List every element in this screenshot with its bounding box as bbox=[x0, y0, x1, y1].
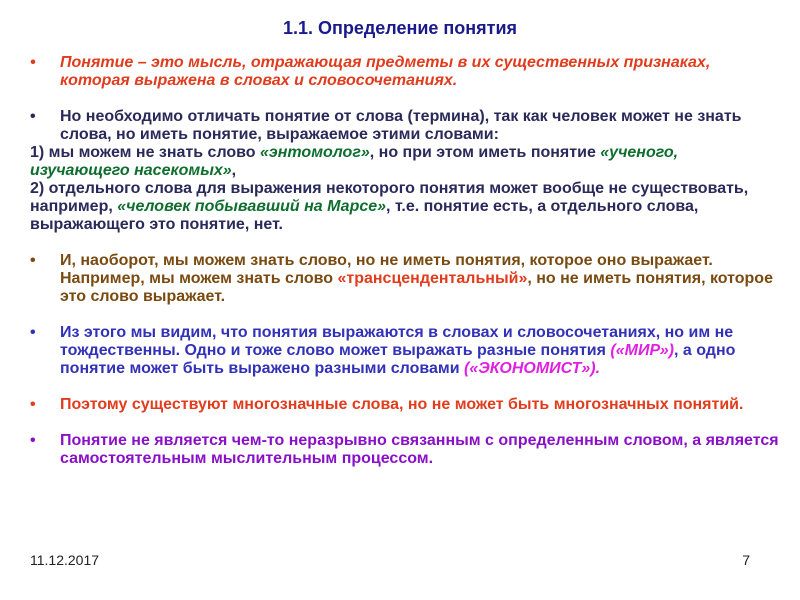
bullet-icon: • bbox=[30, 432, 36, 449]
footer-date: 11.12.2017 bbox=[30, 552, 100, 568]
example-text: , т.е. понятие есть, а отдельного слова, выражающего это понятие, нет. bbox=[30, 198, 699, 233]
slide-body bbox=[30, 54, 780, 468]
footer-page-number: 7 bbox=[742, 552, 750, 568]
paragraph-text: , но не иметь понятия, которое это слово выражает. bbox=[60, 270, 773, 305]
paragraph-example-2 bbox=[30, 180, 780, 234]
paragraph-example-1 bbox=[30, 144, 780, 180]
paragraph-conversely bbox=[30, 252, 780, 306]
paragraph-text: Из этого мы видим, что понятия выражаются в словах и словосочетаниях, но им не тождественны. Одно и тоже слово может выражать разные понятия bbox=[60, 324, 734, 359]
example-word: «трансцендентальный» bbox=[337, 270, 528, 287]
bullet-icon: • bbox=[30, 324, 36, 341]
example-term: «энтомолог» bbox=[260, 144, 370, 161]
bullet-icon: • bbox=[30, 252, 36, 269]
example-economist: («ЭКОНОМИСТ»). bbox=[464, 360, 601, 377]
paragraph-conclusion bbox=[30, 324, 780, 378]
bullet-icon: • bbox=[30, 108, 36, 125]
paragraph-text: Но необходимо отличать понятие от слова (термина), так как человек может не знать слова, но иметь понятие, выражаемое этими словами: bbox=[60, 108, 742, 143]
example-concept: «ученого, изучающего насекомых» bbox=[30, 144, 679, 179]
paragraph-definition bbox=[30, 54, 780, 90]
slide-title: 1.1. Определение понятия bbox=[282, 18, 518, 38]
example-text: 2) отдельного слова для выражения некоторого понятия может вообще не существовать, например, bbox=[30, 180, 749, 215]
paragraph-therefore bbox=[30, 396, 780, 414]
example-phrase: «человек побывавший на Марсе» bbox=[117, 198, 387, 215]
example-mir: («МИР») bbox=[610, 342, 674, 359]
paragraph-text: , а одно понятие может быть выражено разными словами bbox=[60, 342, 736, 377]
paragraph-text: Понятие – это мысль, отражающая предметы в их существенных признаках, которая выражена в словах и словосочетаниях. bbox=[60, 54, 711, 89]
paragraph-text: И, наоборот, мы можем знать слово, но не иметь понятия, которое оно выражает. Например, мы можем знать слово bbox=[60, 252, 713, 287]
example-text: , bbox=[231, 162, 237, 179]
paragraph-text: Поэтому существуют многозначные слова, но не может быть многозначных понятий. bbox=[60, 396, 744, 413]
paragraph-distinguish bbox=[30, 108, 780, 144]
example-text: , но при этом иметь понятие bbox=[369, 144, 601, 161]
bullet-icon: • bbox=[30, 396, 36, 413]
bullet-icon: • bbox=[30, 54, 36, 71]
paragraph-text: Понятие не является чем-то неразрывно связанным с определенным словом, а является самостоятельным мыслительным процессом. bbox=[60, 432, 779, 467]
paragraph-final bbox=[30, 432, 780, 468]
example-text: 1) мы можем не знать слово bbox=[30, 144, 261, 161]
